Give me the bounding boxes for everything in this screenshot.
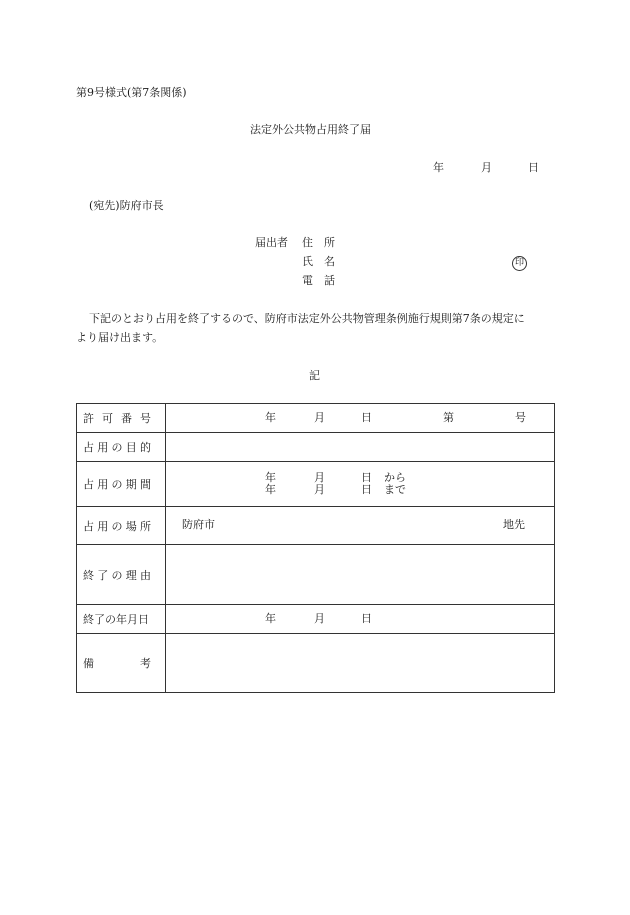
label-char: 備	[83, 657, 94, 670]
table-row-end-date	[77, 605, 555, 634]
table-row-permit-number	[77, 404, 555, 433]
reason-label	[77, 545, 166, 605]
place-value	[166, 507, 555, 545]
period-to: まで	[384, 483, 406, 496]
label-char: 了	[97, 568, 109, 582]
label-char: 許	[83, 412, 94, 425]
label-char: 場	[125, 519, 137, 533]
purpose-label	[77, 433, 166, 462]
date-month: 月	[481, 161, 492, 174]
permit-day: 日	[361, 411, 372, 424]
permit-number-value	[166, 404, 555, 433]
end-year: 年	[265, 612, 276, 625]
period-to-day: 日	[361, 483, 372, 496]
table-row-period	[77, 462, 555, 507]
label-char: の	[111, 568, 123, 582]
form-table	[76, 403, 555, 693]
applicant-heading: 届出者	[255, 236, 288, 249]
name-label: 氏 名	[302, 255, 335, 268]
label-char: 用	[97, 441, 109, 454]
label-char: 占	[83, 519, 94, 533]
date-year: 年	[433, 161, 444, 174]
period-from-month: 月	[314, 471, 325, 484]
period-from-day: 日	[361, 471, 372, 484]
place-label	[77, 507, 166, 545]
seal-icon: 印	[512, 256, 527, 271]
label-char: 所	[140, 519, 151, 533]
address-label: 住 所	[302, 236, 335, 249]
reason-value	[166, 545, 555, 605]
label-char: 用	[97, 478, 109, 491]
label-char: 号	[140, 412, 151, 425]
remarks-value	[166, 634, 555, 693]
table-row-place	[77, 507, 555, 545]
label-char: 目	[125, 441, 137, 454]
table-row-purpose	[77, 433, 555, 462]
label-char: 占	[83, 441, 94, 454]
label-char: 由	[140, 568, 151, 582]
period-to-month: 月	[314, 483, 325, 496]
period-label	[77, 462, 166, 507]
place-city: 防府市	[182, 518, 215, 531]
end-date-label: 終了の年月日	[77, 605, 166, 634]
end-month: 月	[314, 612, 325, 625]
label-char: 期	[125, 478, 137, 491]
addressee: (宛先)防府市長	[89, 199, 164, 212]
end-date-value	[166, 605, 555, 634]
end-day: 日	[361, 612, 372, 625]
label-char: 占	[83, 478, 94, 491]
date-day: 日	[528, 161, 539, 174]
body-text-line1: 下記のとおり占用を終了するので、防府市法定外公共物管理条例施行規則第7条の規定に	[89, 312, 525, 325]
label-char: 理	[125, 568, 137, 582]
permit-month: 月	[314, 411, 325, 424]
place-suffix: 地先	[503, 518, 525, 531]
table-row-reason	[77, 545, 555, 605]
permit-go: 号	[515, 411, 526, 424]
label-char: 間	[140, 478, 151, 491]
table-row-remarks	[77, 634, 555, 693]
permit-year: 年	[265, 411, 276, 424]
ki-heading: 記	[309, 369, 320, 382]
form-title: 法定外公共物占用終了届	[250, 123, 371, 136]
period-from-year: 年	[265, 471, 276, 484]
label-char: の	[111, 519, 123, 533]
label-char: の	[111, 478, 123, 491]
label-char: 終	[83, 568, 94, 582]
label-char: 用	[97, 519, 109, 533]
remarks-label	[77, 634, 166, 693]
purpose-value	[166, 433, 555, 462]
label-char: 番	[121, 412, 132, 425]
label-char: 可	[102, 412, 113, 425]
body-text-line2: より届け出ます。	[76, 331, 164, 344]
period-from: から	[384, 471, 406, 484]
permit-number-label	[77, 404, 166, 433]
label-char: 考	[140, 657, 151, 670]
permit-dai: 第	[443, 411, 454, 424]
period-value	[166, 462, 555, 507]
period-to-year: 年	[265, 483, 276, 496]
label-char: の	[111, 441, 123, 454]
form-number: 第9号様式(第7条関係)	[76, 86, 187, 99]
seal-mark	[512, 255, 527, 271]
phone-label: 電 話	[302, 274, 335, 287]
label-char: 的	[140, 441, 151, 454]
